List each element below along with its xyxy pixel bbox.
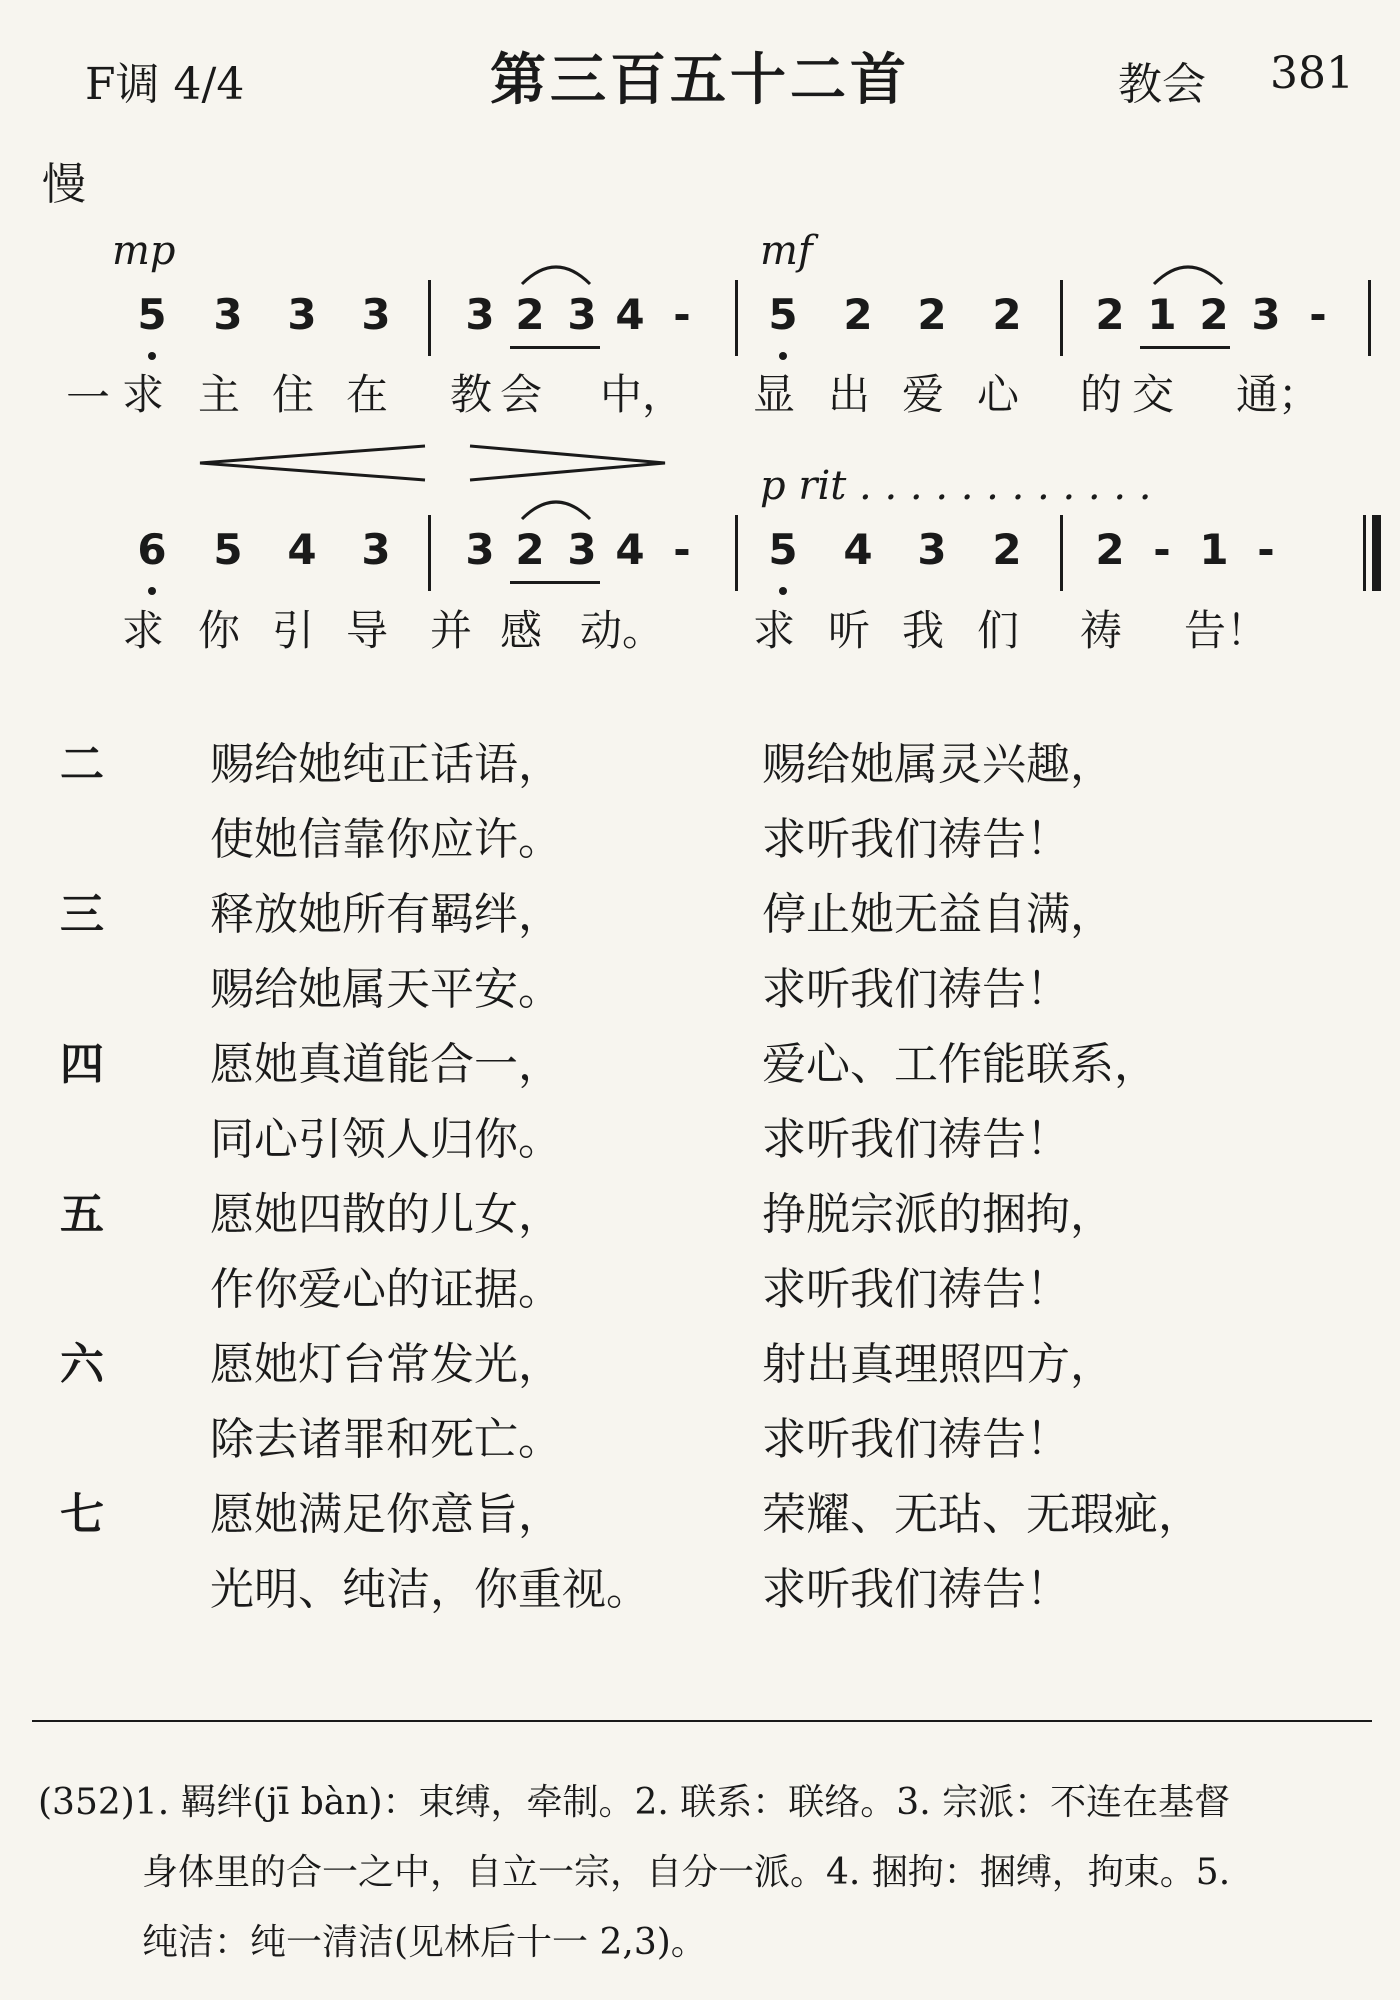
lyric-syllable: 感 <box>500 606 543 655</box>
score-note: - <box>1257 525 1275 574</box>
score-note: 3 <box>917 525 947 574</box>
lyric-syllable: 导 <box>346 606 389 655</box>
score-note: 3 <box>361 525 391 574</box>
lyric-syllable: 动。 <box>580 606 665 655</box>
lyric-syllable: 在 <box>346 370 389 419</box>
verse-number: 三 <box>60 889 104 940</box>
verse-line: 愿她四散的儿女， <box>210 1189 562 1240</box>
decrescendo-hairpin <box>470 446 665 480</box>
crescendo-hairpin <box>200 446 425 480</box>
score-note: 1 <box>1199 525 1229 574</box>
verse-line: 爱心、工作能联系， <box>762 1039 1158 1090</box>
score-note: 5 <box>213 525 243 574</box>
score-note: 3 <box>465 290 495 339</box>
lyric-syllable: 你 <box>198 606 241 655</box>
score-note: 2 <box>515 290 545 339</box>
lyric-syllable: 引 <box>272 606 315 655</box>
barline <box>1060 515 1063 591</box>
verse-line: 射出真理照四方， <box>762 1339 1114 1390</box>
verse-line: 光明、纯洁，你重视。 <box>210 1564 650 1615</box>
lyric-syllable: 住 <box>272 370 315 419</box>
dynamic-mp: mp <box>112 228 176 274</box>
verse-number: 二 <box>60 739 104 790</box>
score-note: - <box>673 290 691 339</box>
barline <box>1060 280 1063 356</box>
score-note: 4 <box>615 525 645 574</box>
lyric-syllable: 我 <box>902 606 945 655</box>
lyric-syllable: 求 <box>122 370 165 419</box>
verse-line: 求听我们祷告！ <box>762 1264 1070 1315</box>
score-note: 3 <box>567 290 597 339</box>
verse-line: 荣耀、无玷、无瑕疵， <box>762 1489 1202 1540</box>
slur-arcs <box>0 0 1400 700</box>
verse-line: 求听我们祷告！ <box>762 814 1070 865</box>
score-note: 5 <box>768 290 798 339</box>
lyric-syllable: 通； <box>1236 370 1321 419</box>
verse-line: 释放她所有羁绊， <box>210 889 562 940</box>
score-note: 5 <box>137 290 167 339</box>
verse-line: 停止她无益自满， <box>762 889 1114 940</box>
lyric-syllable: 求 <box>753 606 796 655</box>
barline <box>735 280 738 356</box>
score-note: - <box>1153 525 1171 574</box>
hymn-title: 第三百五十二首 <box>490 48 910 113</box>
footnote-line-2: 身体里的合一之中，自立一宗，自分一派。4. 捆拘：捆缚，拘束。5. <box>142 1852 1231 1893</box>
verse-number-one: 一 <box>66 373 110 424</box>
footnote-line-3: 纯洁：纯一清洁(见林后十一 2,3)。 <box>142 1922 707 1963</box>
score-note: 2 <box>992 290 1022 339</box>
lyric-syllable: 交 <box>1132 370 1175 419</box>
slur-arc <box>522 502 590 519</box>
lyric-syllable: 们 <box>977 606 1020 655</box>
score-note: 3 <box>1251 290 1281 339</box>
score-note: 2 <box>1095 290 1125 339</box>
verse-line: 赐给她纯正话语， <box>210 739 562 790</box>
barline <box>735 515 738 591</box>
dynamic-p-rit: p rit . . . . . . . . . . . . <box>760 463 1152 509</box>
score-note: 2 <box>992 525 1022 574</box>
score-note: 3 <box>567 525 597 574</box>
page-number: 381 <box>1270 48 1354 99</box>
verse-line: 挣脱宗派的捆拘， <box>762 1189 1114 1240</box>
lyric-syllable: 中， <box>600 370 685 419</box>
lyric-syllable: 听 <box>828 606 871 655</box>
verse-line: 除去诸罪和死亡。 <box>210 1414 562 1465</box>
lyric-syllable: 出 <box>828 370 871 419</box>
lyric-syllable: 主 <box>198 370 241 419</box>
score-note: 1 <box>1147 290 1177 339</box>
lyric-syllable: 教 <box>450 370 493 419</box>
score-note: 2 <box>1199 290 1229 339</box>
score-note: 5 <box>768 525 798 574</box>
footnote-line-1: (352)1. 羁绊(jī bàn)：束缚，牵制。2. 联系：联络。3. 宗派：不连在基督 <box>38 1782 1231 1823</box>
score-note: 3 <box>465 525 495 574</box>
verse-line: 求听我们祷告！ <box>762 1414 1070 1465</box>
final-barline-thin <box>1363 515 1366 591</box>
verse-line: 求听我们祷告！ <box>762 1114 1070 1165</box>
dynamic-mf: mf <box>760 228 813 274</box>
lyric-syllable: 并 <box>430 606 473 655</box>
verse-number: 六 <box>60 1339 104 1390</box>
verse-line: 同心引领人归你。 <box>210 1114 562 1165</box>
hymn-category: 教会 <box>1118 59 1206 110</box>
key-signature: F调 4/4 <box>85 59 245 110</box>
verse-number: 七 <box>60 1489 104 1540</box>
dynamics-hairpins <box>0 440 1400 490</box>
final-barline-thick <box>1372 515 1381 591</box>
verse-line: 愿她真道能合一， <box>210 1039 562 1090</box>
score-note: 2 <box>515 525 545 574</box>
lyric-syllable: 显 <box>753 370 796 419</box>
score-note: 3 <box>287 290 317 339</box>
verse-line: 愿她满足你意旨， <box>210 1489 562 1540</box>
score-note: 2 <box>1095 525 1125 574</box>
verse-line: 求听我们祷告！ <box>762 964 1070 1015</box>
score-note: 3 <box>213 290 243 339</box>
verse-line: 赐给她属灵兴趣， <box>762 739 1114 790</box>
slur-arc <box>522 267 590 284</box>
barline <box>428 515 431 591</box>
verse-number: 五 <box>60 1189 104 1240</box>
barline <box>1368 280 1371 356</box>
score-note: 4 <box>843 525 873 574</box>
score-note: 3 <box>361 290 391 339</box>
lyric-syllable: 求 <box>122 606 165 655</box>
score-note: 4 <box>615 290 645 339</box>
lyric-syllable: 爱 <box>902 370 945 419</box>
tempo-marking: 慢 <box>42 159 86 210</box>
lyric-syllable: 会 <box>500 370 543 419</box>
verse-line: 愿她灯台常发光， <box>210 1339 562 1390</box>
score-note: 2 <box>843 290 873 339</box>
verse-line: 赐给她属天平安。 <box>210 964 562 1015</box>
score-note: - <box>673 525 691 574</box>
score-note: 6 <box>137 525 167 574</box>
verse-number: 四 <box>60 1039 104 1090</box>
slur-arc <box>1154 267 1222 284</box>
verse-line: 作你爱心的证据。 <box>210 1264 562 1315</box>
lyric-syllable: 祷 <box>1080 606 1123 655</box>
verse-line: 使她信靠你应许。 <box>210 814 562 865</box>
score-note: 4 <box>287 525 317 574</box>
footnote-divider <box>32 1720 1372 1722</box>
barline <box>428 280 431 356</box>
score-note: 2 <box>917 290 947 339</box>
lyric-syllable: 告！ <box>1184 606 1269 655</box>
lyric-syllable: 心 <box>977 370 1020 419</box>
lyric-syllable: 的 <box>1080 370 1123 419</box>
score-note: - <box>1309 290 1327 339</box>
verse-line: 求听我们祷告！ <box>762 1564 1070 1615</box>
